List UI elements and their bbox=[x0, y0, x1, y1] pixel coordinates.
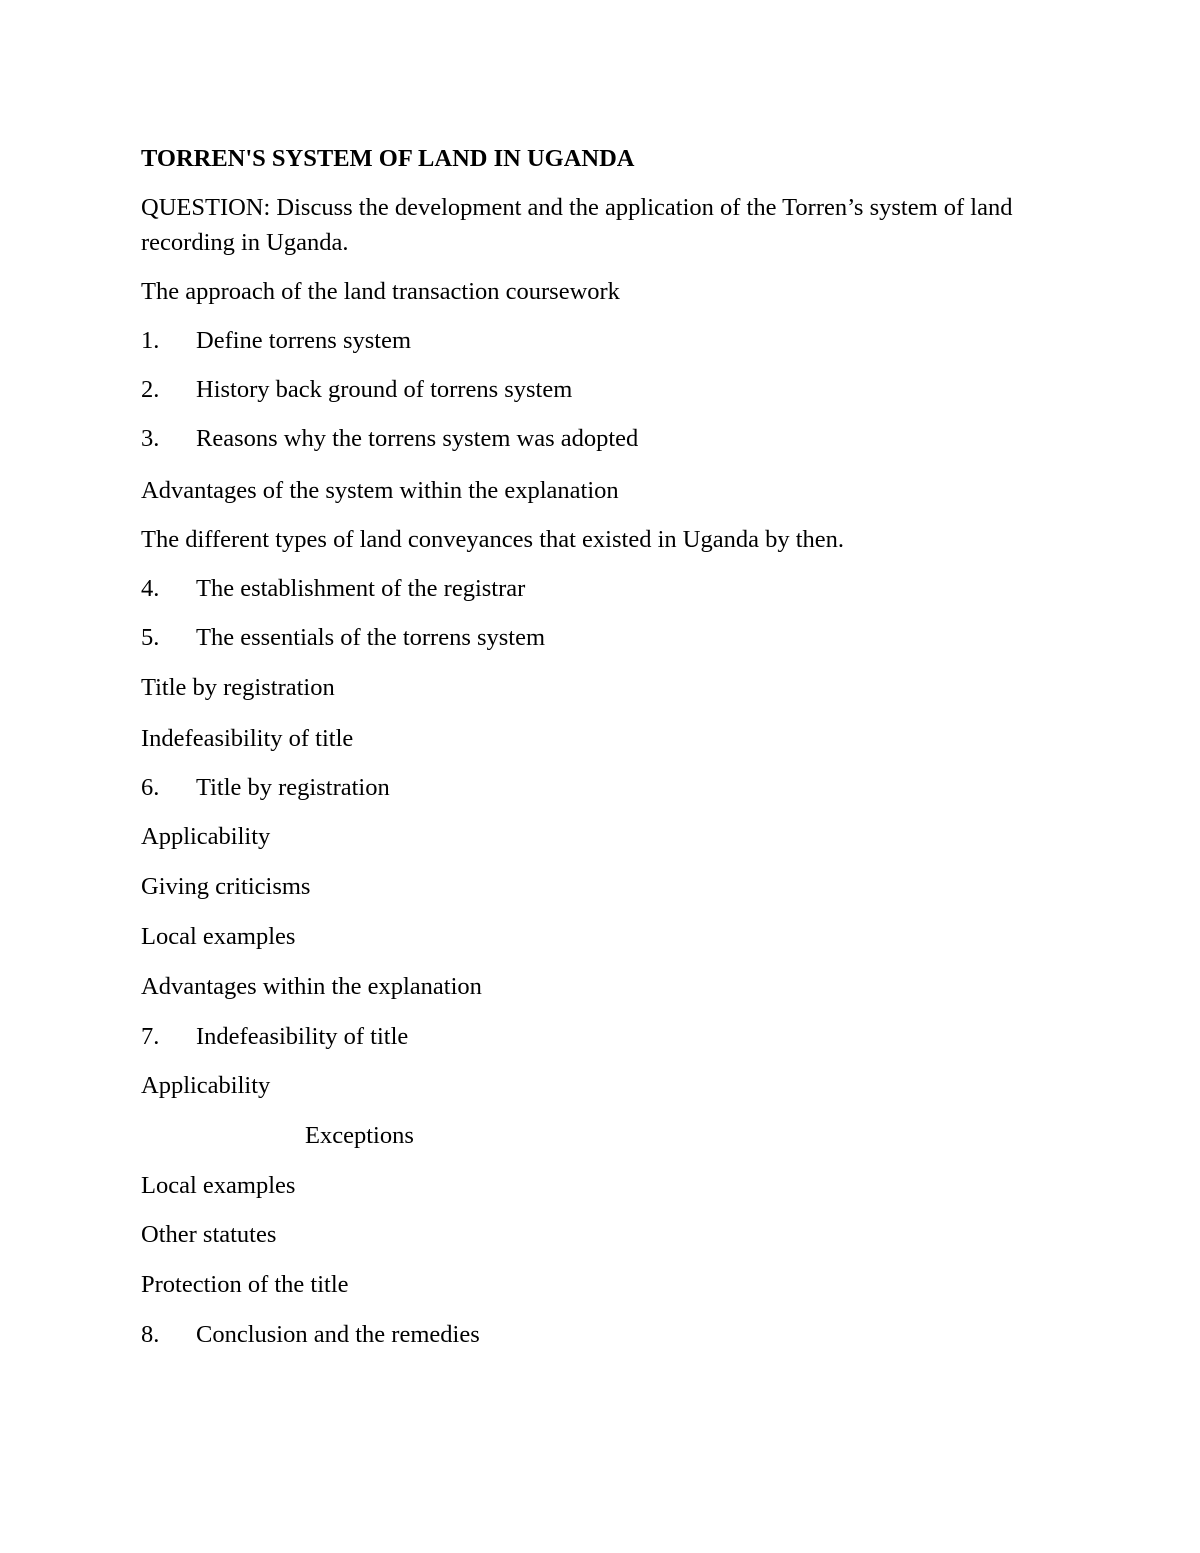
list-item-3 bbox=[141, 424, 638, 454]
sub-item: Local examples bbox=[141, 923, 296, 950]
approach-heading: The approach of the land transaction coursework bbox=[141, 278, 620, 305]
sub-item: Local examples bbox=[141, 1172, 296, 1199]
list-text: The essentials of the torrens system bbox=[196, 624, 546, 651]
list-item-1 bbox=[141, 326, 411, 356]
list-number: 2. bbox=[141, 376, 160, 403]
sub-item: Indefeasibility of title bbox=[141, 725, 354, 752]
list-number: 6. bbox=[141, 774, 160, 801]
sub-item: Giving criticisms bbox=[141, 873, 311, 900]
advantages-line: Advantages of the system within the explanation bbox=[141, 477, 619, 504]
list-number: 8. bbox=[141, 1321, 160, 1348]
list-number: 4. bbox=[141, 575, 160, 602]
list-text: Define torrens system bbox=[196, 327, 411, 354]
list-item-8 bbox=[141, 1320, 480, 1350]
sub-item: Applicability bbox=[141, 1072, 271, 1099]
sub-item: Other statutes bbox=[141, 1221, 277, 1248]
list-item-6 bbox=[141, 773, 390, 803]
list-item-2 bbox=[141, 375, 572, 405]
list-text: Conclusion and the remedies bbox=[196, 1321, 480, 1348]
sub-item-indented: Exceptions bbox=[305, 1122, 414, 1149]
list-item-4 bbox=[141, 574, 525, 604]
list-text: The establishment of the registrar bbox=[196, 575, 526, 602]
sub-item: Advantages within the explanation bbox=[141, 973, 482, 1000]
list-text: Indefeasibility of title bbox=[196, 1023, 409, 1050]
sub-item: Protection of the title bbox=[141, 1271, 349, 1298]
list-text: Reasons why the torrens system was adopted bbox=[196, 425, 639, 452]
list-number: 7. bbox=[141, 1023, 160, 1050]
list-item-7 bbox=[141, 1022, 408, 1052]
list-number: 5. bbox=[141, 624, 160, 651]
sub-item: Title by registration bbox=[141, 674, 335, 701]
list-number: 1. bbox=[141, 327, 160, 354]
list-number: 3. bbox=[141, 425, 160, 452]
question-paragraph: QUESTION: Discuss the development and the application of the Torren’s system of land recording in Uganda. bbox=[141, 194, 1013, 256]
list-item-5 bbox=[141, 623, 545, 653]
conveyances-line: The different types of land conveyances that existed in Uganda by then. bbox=[141, 526, 845, 553]
sub-item: Applicability bbox=[141, 823, 271, 850]
document-title: TORREN'S SYSTEM OF LAND IN UGANDA bbox=[141, 145, 635, 172]
list-text: History back ground of torrens system bbox=[196, 376, 573, 403]
list-text: Title by registration bbox=[196, 774, 390, 801]
